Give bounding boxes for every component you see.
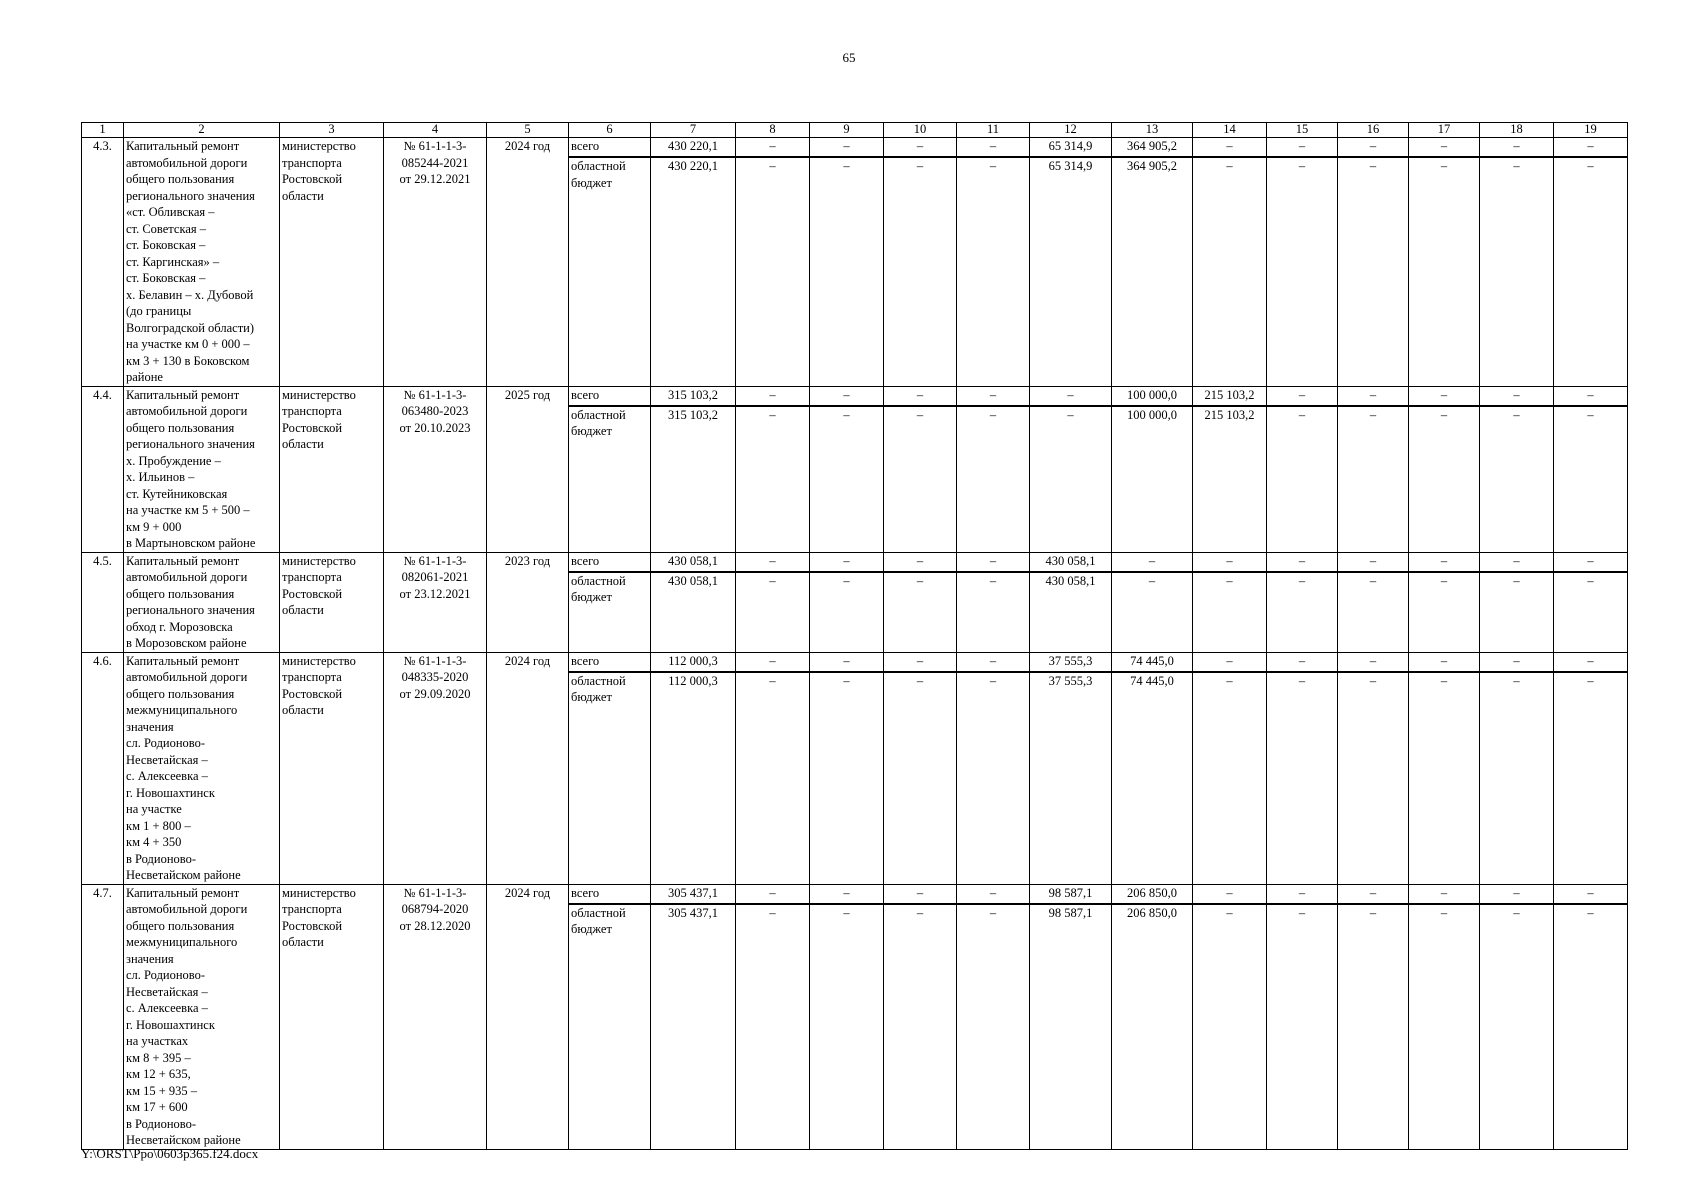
- amount-cell: –: [1338, 904, 1409, 1149]
- column-number-header: 7: [651, 123, 736, 138]
- amount-cell: –: [1409, 406, 1480, 552]
- amount-cell: –: [1338, 572, 1409, 652]
- document-reference: № 61-1-1-3- 068794-2020 от 28.12.2020: [384, 884, 487, 1149]
- object-name: Капитальный ремонт автомобильной дороги общего пользования регионального значения обход г. Морозовска в Морозовском районе: [124, 552, 280, 652]
- column-number-header: 16: [1338, 123, 1409, 138]
- amount-cell: –: [957, 386, 1030, 406]
- amount-cell: –: [736, 386, 810, 406]
- amount-cell: –: [1193, 572, 1267, 652]
- amount-cell: –: [1112, 552, 1193, 572]
- amount-cell: –: [1267, 157, 1338, 386]
- amount-cell: –: [1409, 572, 1480, 652]
- amount-cell: –: [1409, 157, 1480, 386]
- amount-cell: –: [736, 552, 810, 572]
- table-row: [82, 552, 1628, 572]
- completion-year: 2024 год: [487, 652, 569, 884]
- amount-cell: 305 437,1: [651, 884, 736, 904]
- amount-cell: –: [884, 672, 957, 884]
- executor: министерство транспорта Ростовской области: [280, 386, 384, 552]
- executor: министерство транспорта Ростовской области: [280, 652, 384, 884]
- amount-cell: –: [1267, 884, 1338, 904]
- executor: министерство транспорта Ростовской области: [280, 138, 384, 387]
- object-name: Капитальный ремонт автомобильной дороги общего пользования регионального значения х. Пробуждение – х. Ильинов – ст. Кутейниковская на участке км 5 + 500 – км 9 + 000 в Мартыновском районе: [124, 386, 280, 552]
- amount-cell: –: [957, 672, 1030, 884]
- amount-cell: –: [1193, 157, 1267, 386]
- funding-source: всего: [569, 386, 651, 406]
- amount-cell: –: [957, 157, 1030, 386]
- funding-source: областной бюджет: [569, 904, 651, 1149]
- amount-cell: –: [1554, 652, 1628, 672]
- amount-cell: –: [736, 904, 810, 1149]
- amount-cell: –: [1030, 386, 1112, 406]
- column-number-header: 2: [124, 123, 280, 138]
- executor: министерство транспорта Ростовской области: [280, 552, 384, 652]
- amount-cell: –: [1554, 572, 1628, 652]
- amount-cell: 65 314,9: [1030, 157, 1112, 386]
- amount-cell: –: [1554, 884, 1628, 904]
- amount-cell: –: [1409, 386, 1480, 406]
- amount-cell: –: [1193, 904, 1267, 1149]
- column-number-header: 11: [957, 123, 1030, 138]
- amount-cell: 98 587,1: [1030, 904, 1112, 1149]
- completion-year: 2025 год: [487, 386, 569, 552]
- amount-cell: 74 445,0: [1112, 672, 1193, 884]
- amount-cell: 305 437,1: [651, 904, 736, 1149]
- amount-cell: 206 850,0: [1112, 904, 1193, 1149]
- amount-cell: –: [1554, 386, 1628, 406]
- amount-cell: –: [884, 552, 957, 572]
- funding-source: всего: [569, 884, 651, 904]
- amount-cell: 430 220,1: [651, 138, 736, 158]
- table-row: [82, 138, 1628, 158]
- column-number-header: 19: [1554, 123, 1628, 138]
- page-number: 65: [842, 50, 856, 65]
- funding-source: областной бюджет: [569, 406, 651, 552]
- document-reference: № 61-1-1-3- 082061-2021 от 23.12.2021: [384, 552, 487, 652]
- funding-source: всего: [569, 138, 651, 158]
- amount-cell: –: [1409, 672, 1480, 884]
- amount-cell: 112 000,3: [651, 652, 736, 672]
- object-name: Капитальный ремонт автомобильной дороги общего пользования регионального значения «ст. Обливская – ст. Советская – ст. Боковская – ст. Каргинская» – ст. Боковская – х. Белавин – х. Дубовой (до границы Волгоградской области) на участке км 0 + 000 – км 3 + 130 в Боковском районе: [124, 138, 280, 387]
- amount-cell: –: [1338, 138, 1409, 158]
- funding-source: областной бюджет: [569, 157, 651, 386]
- column-number-header: 17: [1409, 123, 1480, 138]
- amount-cell: 430 220,1: [651, 157, 736, 386]
- amount-cell: –: [1338, 552, 1409, 572]
- amount-cell: –: [1267, 138, 1338, 158]
- amount-cell: –: [957, 652, 1030, 672]
- amount-cell: –: [1193, 138, 1267, 158]
- amount-cell: –: [1338, 386, 1409, 406]
- amount-cell: 430 058,1: [1030, 572, 1112, 652]
- amount-cell: –: [1267, 386, 1338, 406]
- funding-source: всего: [569, 552, 651, 572]
- table-row: [82, 652, 1628, 672]
- column-number-header: 5: [487, 123, 569, 138]
- amount-cell: –: [736, 157, 810, 386]
- budget-table: [81, 122, 1628, 1150]
- document-reference: № 61-1-1-3- 048335-2020 от 29.09.2020: [384, 652, 487, 884]
- amount-cell: –: [810, 904, 884, 1149]
- funding-source: всего: [569, 652, 651, 672]
- amount-cell: –: [1480, 138, 1554, 158]
- amount-cell: –: [1554, 406, 1628, 552]
- amount-cell: –: [1267, 904, 1338, 1149]
- column-number-header: 4: [384, 123, 487, 138]
- amount-cell: –: [1480, 572, 1554, 652]
- amount-cell: –: [810, 138, 884, 158]
- amount-cell: –: [957, 884, 1030, 904]
- column-number-header: 12: [1030, 123, 1112, 138]
- amount-cell: –: [1267, 672, 1338, 884]
- amount-cell: 215 103,2: [1193, 386, 1267, 406]
- column-number-row: [82, 123, 1628, 138]
- amount-cell: 100 000,0: [1112, 386, 1193, 406]
- amount-cell: –: [1554, 138, 1628, 158]
- amount-cell: 37 555,3: [1030, 672, 1112, 884]
- amount-cell: 315 103,2: [651, 406, 736, 552]
- amount-cell: –: [736, 406, 810, 552]
- amount-cell: –: [1409, 552, 1480, 572]
- amount-cell: –: [957, 552, 1030, 572]
- amount-cell: 37 555,3: [1030, 652, 1112, 672]
- amount-cell: –: [1338, 652, 1409, 672]
- amount-cell: –: [957, 406, 1030, 552]
- amount-cell: –: [736, 652, 810, 672]
- column-number-header: 9: [810, 123, 884, 138]
- amount-cell: –: [810, 572, 884, 652]
- completion-year: 2024 год: [487, 884, 569, 1149]
- amount-cell: –: [1480, 884, 1554, 904]
- column-number-header: 1: [82, 123, 124, 138]
- column-number-header: 3: [280, 123, 384, 138]
- amount-cell: 430 058,1: [651, 572, 736, 652]
- amount-cell: 98 587,1: [1030, 884, 1112, 904]
- column-number-header: 10: [884, 123, 957, 138]
- amount-cell: –: [1480, 406, 1554, 552]
- amount-cell: –: [884, 652, 957, 672]
- amount-cell: –: [1193, 552, 1267, 572]
- amount-cell: –: [1267, 406, 1338, 552]
- amount-cell: –: [1338, 406, 1409, 552]
- amount-cell: –: [736, 884, 810, 904]
- row-number: 4.7.: [82, 884, 124, 1149]
- amount-cell: 112 000,3: [651, 672, 736, 884]
- completion-year: 2024 год: [487, 138, 569, 387]
- amount-cell: –: [1338, 157, 1409, 386]
- funding-source: областной бюджет: [569, 672, 651, 884]
- amount-cell: –: [1480, 157, 1554, 386]
- amount-cell: –: [884, 138, 957, 158]
- amount-cell: –: [1554, 672, 1628, 884]
- completion-year: 2023 год: [487, 552, 569, 652]
- amount-cell: 100 000,0: [1112, 406, 1193, 552]
- row-number: 4.5.: [82, 552, 124, 652]
- column-number-header: 14: [1193, 123, 1267, 138]
- amount-cell: –: [1030, 406, 1112, 552]
- amount-cell: –: [1267, 552, 1338, 572]
- amount-cell: –: [1480, 904, 1554, 1149]
- amount-cell: –: [884, 386, 957, 406]
- amount-cell: –: [957, 138, 1030, 158]
- amount-cell: –: [1409, 884, 1480, 904]
- amount-cell: –: [1193, 652, 1267, 672]
- amount-cell: 430 058,1: [1030, 552, 1112, 572]
- amount-cell: –: [1193, 672, 1267, 884]
- amount-cell: –: [1554, 904, 1628, 1149]
- amount-cell: –: [884, 572, 957, 652]
- amount-cell: 364 905,2: [1112, 138, 1193, 158]
- object-name: Капитальный ремонт автомобильной дороги общего пользования межмуниципального значения сл. Родионово- Несветайская – с. Алексеевка – г. Новошахтинск на участке км 1 + 800 – км 4 + 350 в Родионово- Несветайском районе: [124, 652, 280, 884]
- amount-cell: –: [884, 904, 957, 1149]
- amount-cell: –: [1554, 552, 1628, 572]
- amount-cell: 315 103,2: [651, 386, 736, 406]
- amount-cell: –: [736, 572, 810, 652]
- executor: министерство транспорта Ростовской области: [280, 884, 384, 1149]
- amount-cell: –: [957, 904, 1030, 1149]
- column-number-header: 13: [1112, 123, 1193, 138]
- amount-cell: 74 445,0: [1112, 652, 1193, 672]
- amount-cell: 430 058,1: [651, 552, 736, 572]
- amount-cell: –: [810, 652, 884, 672]
- row-number: 4.6.: [82, 652, 124, 884]
- document-reference: № 61-1-1-3- 063480-2023 от 20.10.2023: [384, 386, 487, 552]
- column-number-header: 8: [736, 123, 810, 138]
- amount-cell: –: [1409, 138, 1480, 158]
- amount-cell: –: [1409, 652, 1480, 672]
- amount-cell: –: [810, 884, 884, 904]
- funding-source: областной бюджет: [569, 572, 651, 652]
- amount-cell: –: [1480, 386, 1554, 406]
- amount-cell: –: [810, 157, 884, 386]
- column-number-header: 18: [1480, 123, 1554, 138]
- document-reference: № 61-1-1-3- 085244-2021 от 29.12.2021: [384, 138, 487, 387]
- amount-cell: –: [1267, 572, 1338, 652]
- amount-cell: 65 314,9: [1030, 138, 1112, 158]
- object-name: Капитальный ремонт автомобильной дороги общего пользования межмуниципального значения сл. Родионово- Несветайская – с. Алексеевка – г. Новошахтинск на участках км 8 + 395 – км 12 + 635, км 15 + 935 – км 17 + 600 в Родионово- Несветайском районе: [124, 884, 280, 1149]
- footer-file-path: Y:\ORST\Ppo\0603p365.f24.docx: [81, 1146, 259, 1161]
- amount-cell: –: [736, 672, 810, 884]
- amount-cell: –: [1193, 884, 1267, 904]
- column-number-header: 6: [569, 123, 651, 138]
- amount-cell: –: [884, 157, 957, 386]
- amount-cell: –: [736, 138, 810, 158]
- amount-cell: –: [884, 406, 957, 552]
- amount-cell: –: [1480, 552, 1554, 572]
- amount-cell: –: [810, 552, 884, 572]
- amount-cell: –: [1338, 672, 1409, 884]
- amount-cell: 364 905,2: [1112, 157, 1193, 386]
- amount-cell: –: [884, 884, 957, 904]
- table-row: [82, 884, 1628, 904]
- amount-cell: –: [810, 406, 884, 552]
- amount-cell: 206 850,0: [1112, 884, 1193, 904]
- amount-cell: –: [810, 672, 884, 884]
- amount-cell: –: [1409, 904, 1480, 1149]
- amount-cell: –: [1554, 157, 1628, 386]
- amount-cell: –: [1480, 652, 1554, 672]
- amount-cell: –: [810, 386, 884, 406]
- amount-cell: 215 103,2: [1193, 406, 1267, 552]
- row-number: 4.4.: [82, 386, 124, 552]
- row-number: 4.3.: [82, 138, 124, 387]
- column-number-header: 15: [1267, 123, 1338, 138]
- amount-cell: –: [1338, 884, 1409, 904]
- amount-cell: –: [1267, 652, 1338, 672]
- amount-cell: –: [1112, 572, 1193, 652]
- table-row: [82, 386, 1628, 406]
- amount-cell: –: [957, 572, 1030, 652]
- amount-cell: –: [1480, 672, 1554, 884]
